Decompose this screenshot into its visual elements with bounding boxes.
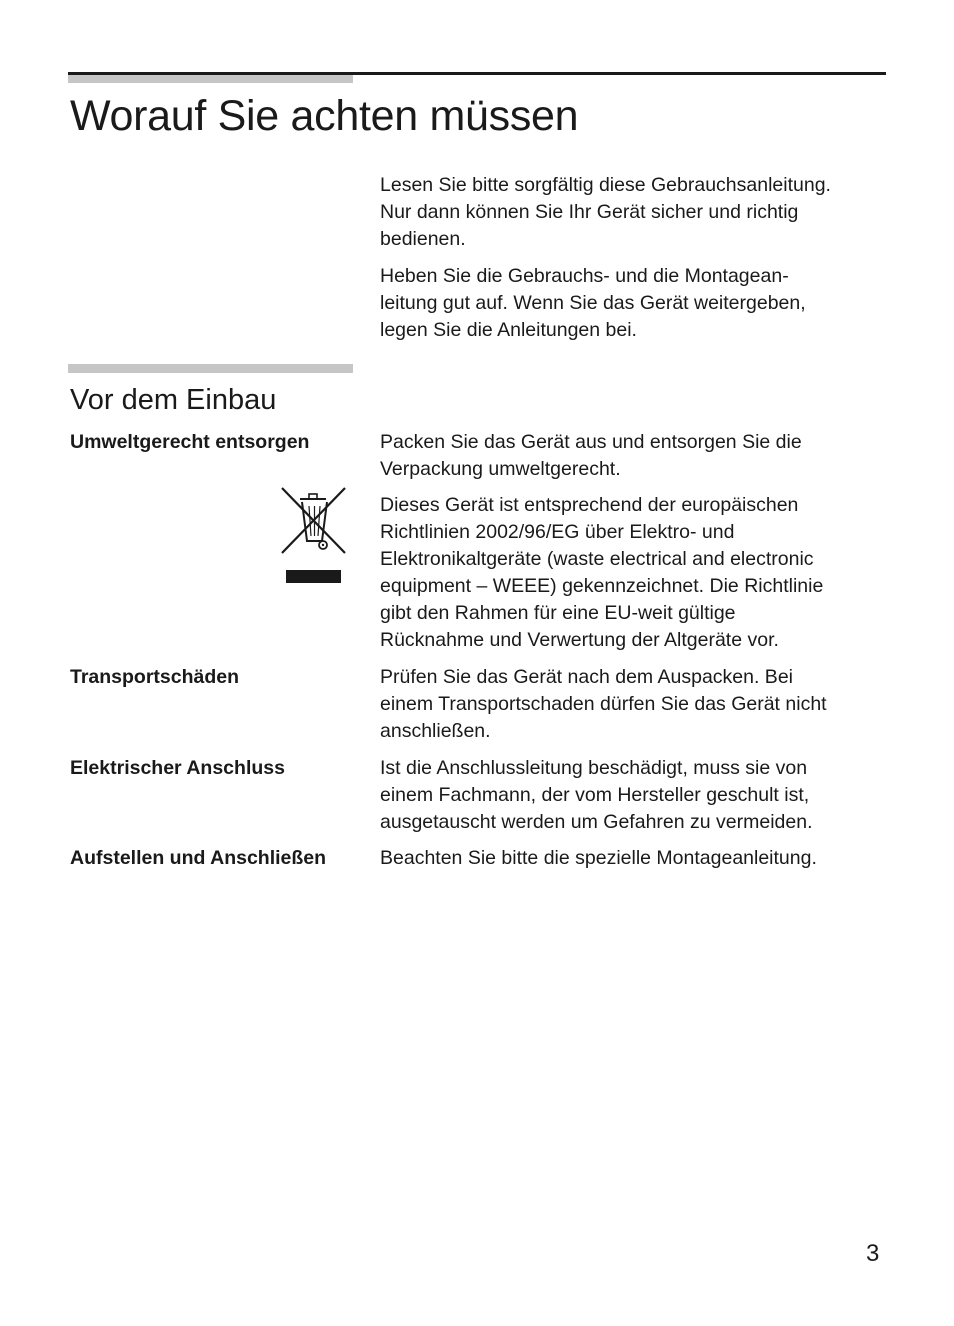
side-label-aufstellen-und-anschliessen: Aufstellen und Anschließen xyxy=(70,847,327,869)
paragraph-line: Dieses Gerät ist entsprechend der europäischen xyxy=(380,494,799,516)
paragraph-line: einem Transportschaden dürfen Sie das Gerät nicht xyxy=(380,693,827,715)
paragraph-line: Ist die Anschlussleitung beschädigt, muss sie von xyxy=(380,757,808,779)
page-number: 3 xyxy=(866,1240,880,1267)
paragraph-line: Prüfen Sie das Gerät nach dem Auspacken. Bei xyxy=(380,666,793,688)
paragraph-line: Packen Sie das Gerät aus und entsorgen Sie die xyxy=(380,431,802,453)
side-label-transportschaeden: Transportschäden xyxy=(70,666,240,688)
header-accent-bar xyxy=(68,74,353,83)
paragraph-line: Elektronikaltgeräte (waste electrical and electronic xyxy=(380,548,814,570)
installation-paragraph xyxy=(380,845,880,872)
page-title: Worauf Sie achten müssen xyxy=(70,92,579,140)
electrical-connection-paragraph xyxy=(380,755,880,836)
intro-paragraph-2-line: legen Sie die Anleitungen bei. xyxy=(380,319,637,341)
intro-paragraph-1-line: Nur dann können Sie Ihr Gerät sicher und richtig xyxy=(380,201,799,223)
crossed-out-wheelie-bin-icon xyxy=(278,486,348,586)
paragraph-line: equipment – WEEE) gekennzeichnet. Die Richtlinie xyxy=(380,575,824,597)
paragraph-line: Rücknahme und Verwertung der Altgeräte vor. xyxy=(380,629,779,651)
section-accent-bar xyxy=(68,364,353,373)
intro-paragraph-2-line: Heben Sie die Gebrauchs- und die Montagean- xyxy=(380,265,789,287)
intro-paragraph-1-line: bedienen. xyxy=(380,228,466,250)
header-rule xyxy=(68,72,886,75)
paragraph-line: gibt den Rahmen für eine EU-weit gültige xyxy=(380,602,736,624)
intro-paragraph-1 xyxy=(380,172,880,253)
side-label-umweltgerecht-entsorgen: Umweltgerecht entsorgen xyxy=(70,431,310,453)
intro-paragraph-2-line: leitung gut auf. Wenn Sie das Gerät weitergeben, xyxy=(380,292,806,314)
paragraph-line: einem Fachmann, der vom Hersteller geschult ist, xyxy=(380,784,810,806)
intro-paragraph-1-line: Lesen Sie bitte sorgfältig diese Gebrauchsanleitung. xyxy=(380,174,831,196)
section-title: Vor dem Einbau xyxy=(70,384,277,416)
paragraph-line: Verpackung umweltgerecht. xyxy=(380,458,621,480)
intro-paragraph-2 xyxy=(380,263,880,344)
side-label-elektrischer-anschluss: Elektrischer Anschluss xyxy=(70,757,285,779)
paragraph-line: Richtlinien 2002/96/EG über Elektro- und xyxy=(380,521,735,543)
paragraph-line: anschließen. xyxy=(380,720,491,742)
paragraph-line: Beachten Sie bitte die spezielle Montageanleitung. xyxy=(380,847,817,869)
transport-damage-paragraph xyxy=(380,664,880,745)
paragraph-line: ausgetauscht werden um Gefahren zu vermeiden. xyxy=(380,811,813,833)
disposal-paragraph-2 xyxy=(380,492,880,654)
disposal-paragraph-1 xyxy=(380,429,880,483)
